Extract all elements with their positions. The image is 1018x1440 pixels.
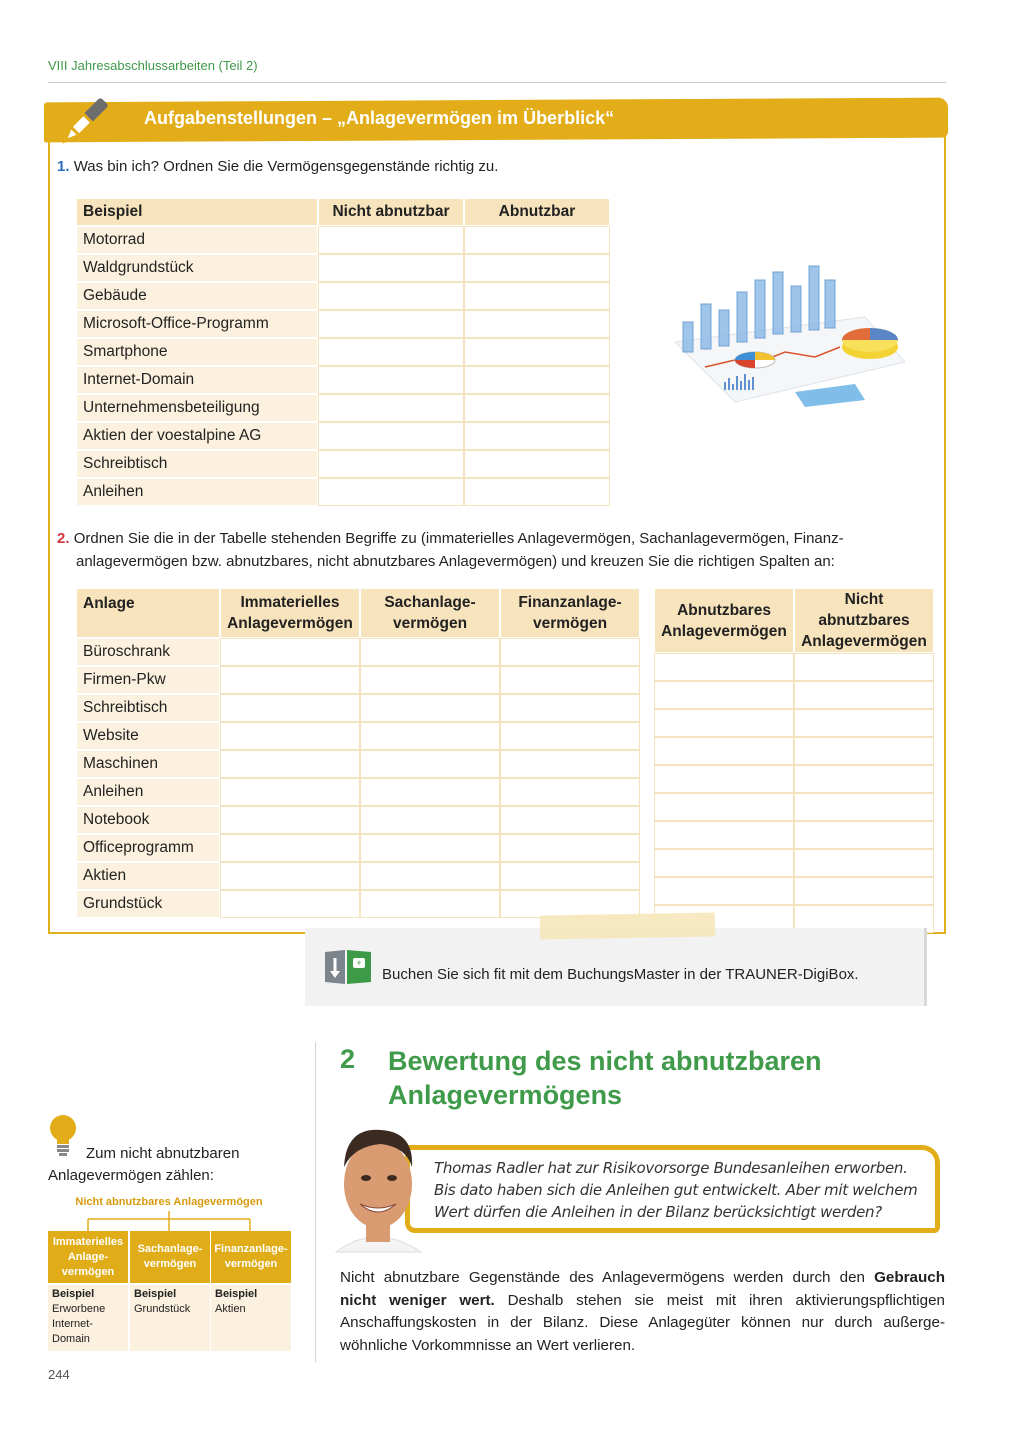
tree-example-immaterielles [48, 1285, 128, 1351]
answer-cell[interactable] [319, 395, 463, 421]
task2-text-line2: anlagevermögen bzw. abnutzbares, nicht abnutzbares Anlagevermögen) und kreuzen Sie die richtigen Spalten an: [76, 553, 835, 570]
answer-cell[interactable] [501, 807, 639, 833]
answer-cell[interactable] [221, 667, 359, 693]
header-divider [48, 82, 946, 83]
table-row [77, 751, 639, 777]
answer-cell[interactable] [361, 779, 499, 805]
table-row [655, 850, 933, 876]
answer-cell[interactable] [655, 878, 793, 904]
table-row [77, 283, 609, 309]
tree-example-finanzanlage [211, 1285, 291, 1351]
answer-cell[interactable] [221, 695, 359, 721]
answer-cell[interactable] [501, 891, 639, 917]
col-header-beispiel: Beispiel [77, 199, 317, 225]
digibox-icon[interactable] [325, 950, 371, 984]
example-label: Beispiel [52, 1288, 95, 1300]
tree-box-finanzanlage: Finanzanlage-vermögen [211, 1231, 291, 1283]
table-row [77, 779, 639, 805]
digibox-note [305, 928, 927, 1006]
table-row [655, 682, 933, 708]
task2-question [57, 527, 927, 573]
row-label: Unternehmensbeteiligung [77, 395, 317, 421]
tree-example-sachanlage [130, 1285, 210, 1351]
table-row [655, 766, 933, 792]
answer-cell[interactable] [361, 807, 499, 833]
answer-cell[interactable] [221, 863, 359, 889]
row-label: Motorrad [77, 227, 317, 253]
answer-cell[interactable] [795, 738, 933, 764]
answer-cell[interactable] [501, 863, 639, 889]
table-row [77, 807, 639, 833]
answer-cell[interactable] [501, 695, 639, 721]
answer-cell[interactable] [465, 311, 609, 337]
answer-cell[interactable] [501, 639, 639, 665]
section-title-line2: Anlagevermögens [388, 1080, 623, 1110]
answer-cell[interactable] [465, 255, 609, 281]
answer-cell[interactable] [465, 451, 609, 477]
answer-cell[interactable] [795, 878, 933, 904]
row-label: Büroschrank [77, 639, 219, 665]
task2-table-classification [75, 587, 641, 919]
table-row [77, 723, 639, 749]
answer-cell[interactable] [361, 835, 499, 861]
answer-cell[interactable] [221, 779, 359, 805]
answer-cell[interactable] [319, 423, 463, 449]
table-row [77, 395, 609, 421]
section-divider [315, 1042, 316, 1362]
table-row [77, 639, 639, 665]
avatar [326, 1112, 426, 1257]
task2-text-line1: Ordnen Sie die in der Tabelle stehenden Begriffe zu (immaterielles Anlagevermögen, Sachanlagevermögen, Finanz- [73, 530, 844, 547]
table-row [77, 227, 609, 253]
table-row [77, 311, 609, 337]
answer-cell[interactable] [795, 794, 933, 820]
answer-cell[interactable] [795, 850, 933, 876]
col-header-immaterielles: Immaterielles Anlagevermögen [221, 589, 359, 637]
answer-cell[interactable] [795, 654, 933, 680]
tree-connector [48, 1211, 290, 1231]
banner-title: Aufgabenstellungen – „Anlagevermögen im Überblick“ [144, 108, 615, 128]
tape-decoration [540, 912, 715, 939]
table-row [77, 667, 639, 693]
task2-table-depreciation [653, 587, 935, 934]
example-text: Aktien [215, 1303, 246, 1315]
body-text-part2: Deshalb stehen sie meist mit ihren aktivierungspflichtigen Anschaffungskosten in der Bilanz. Diese Anlagegüter können nur durch außergewöhnliche Vorkommnisse an Wert verlieren. [340, 1291, 945, 1354]
answer-cell[interactable] [319, 339, 463, 365]
table-row [77, 695, 639, 721]
answer-cell[interactable] [795, 682, 933, 708]
row-label: Notebook [77, 807, 219, 833]
body-text-part1: Nicht abnutzbare Gegenstände des Anlagevermögens werden durch den [340, 1269, 875, 1286]
running-head: VIII Jahresabschlussarbeiten (Teil 2) [48, 58, 258, 73]
tree-box-sachanlage: Sachanlage-vermögen [130, 1231, 210, 1283]
row-label: Gebäude [77, 283, 317, 309]
example-label: Beispiel [134, 1288, 177, 1300]
answer-cell[interactable] [221, 891, 359, 917]
answer-cell[interactable] [361, 639, 499, 665]
col-header-anlage: Anlage [77, 589, 219, 637]
row-label: Microsoft-Office-Programm [77, 311, 317, 337]
answer-cell[interactable] [655, 794, 793, 820]
task1-question [57, 158, 498, 175]
answer-cell[interactable] [501, 835, 639, 861]
answer-cell[interactable] [795, 766, 933, 792]
answer-cell[interactable] [221, 835, 359, 861]
example-text: Grundstück [134, 1303, 191, 1315]
row-label: Firmen-Pkw [77, 667, 219, 693]
table-header-row [77, 199, 609, 225]
body-paragraph [340, 1267, 945, 1357]
answer-cell[interactable] [465, 367, 609, 393]
example-text: Erworbene Internet-Domain [52, 1303, 106, 1345]
answer-cell[interactable] [361, 695, 499, 721]
table-row [655, 822, 933, 848]
table-row [77, 835, 639, 861]
answer-cell[interactable] [655, 710, 793, 736]
answer-cell[interactable] [319, 479, 463, 505]
answer-cell[interactable] [501, 667, 639, 693]
answer-cell[interactable] [361, 723, 499, 749]
task1-number: 1. [57, 158, 70, 175]
tree-box-immaterielles: Immaterielles Anlage-vermögen [48, 1231, 128, 1283]
answer-cell[interactable] [465, 227, 609, 253]
answer-cell[interactable] [319, 227, 463, 253]
col-header-abnutzbares: Abnutzbares Anlagevermögen [655, 589, 793, 652]
task1-text: Was bin ich? Ordnen Sie die Vermögensgegenstände richtig zu. [73, 158, 499, 175]
answer-cell[interactable] [361, 891, 499, 917]
col-header-finanzanlage: Finanzanlage-vermögen [501, 589, 639, 637]
row-label: Anleihen [77, 479, 317, 505]
table-row [655, 654, 933, 680]
row-label: Officeprogramm [77, 835, 219, 861]
table-row [655, 710, 933, 736]
answer-cell[interactable] [319, 311, 463, 337]
table-row [77, 451, 609, 477]
answer-cell[interactable] [319, 367, 463, 393]
answer-cell[interactable] [465, 283, 609, 309]
col-header-nicht-abnutzbar: Nicht abnutzbar [319, 199, 463, 225]
row-label: Smartphone [77, 339, 317, 365]
row-label: Aktien der voestalpine AG [77, 423, 317, 449]
answer-cell[interactable] [361, 751, 499, 777]
answer-cell[interactable] [319, 283, 463, 309]
tree-title: Nicht abnutzbares Anlagevermögen [75, 1196, 263, 1208]
svg-text:+: + [356, 958, 362, 968]
digibox-text: Buchen Sie sich fit mit dem BuchungsMaster in der TRAUNER-DigiBox. [382, 966, 859, 983]
answer-cell[interactable] [319, 451, 463, 477]
table-row [77, 479, 609, 505]
table-row [655, 794, 933, 820]
answer-cell[interactable] [465, 339, 609, 365]
answer-cell[interactable] [221, 807, 359, 833]
answer-cell[interactable] [655, 766, 793, 792]
answer-cell[interactable] [655, 654, 793, 680]
speech-text: Thomas Radler hat zur Risikovorsorge Bundesanleihen erworben. Bis dato haben sich die Anleihen gut entwickelt. Aber mit welchem Wert dürfen die Anleihen in der Bilanz berücksichtigt werden? [434, 1159, 918, 1221]
answer-cell[interactable] [795, 710, 933, 736]
answer-cell[interactable] [319, 255, 463, 281]
row-label: Aktien [77, 863, 219, 889]
row-label: Waldgrundstück [77, 255, 317, 281]
answer-cell[interactable] [221, 723, 359, 749]
answer-cell[interactable] [795, 822, 933, 848]
task1-table [75, 197, 611, 507]
answer-cell[interactable] [221, 751, 359, 777]
business-charts-illustration [665, 262, 910, 412]
row-label: Website [77, 723, 219, 749]
answer-cell[interactable] [655, 822, 793, 848]
table-header-row [77, 589, 639, 637]
row-label: Schreibtisch [77, 695, 219, 721]
section-title-line1: Bewertung des nicht abnutzbaren [388, 1046, 822, 1076]
table-row [77, 339, 609, 365]
table-header-row [655, 589, 933, 652]
col-header-nicht-abnutzbares: Nicht abnutzbares Anlagevermögen [795, 589, 933, 652]
row-label: Schreibtisch [77, 451, 317, 477]
answer-cell[interactable] [501, 723, 639, 749]
page-number: 244 [48, 1367, 70, 1382]
row-label: Grundstück [77, 891, 219, 917]
answer-cell[interactable] [655, 738, 793, 764]
table-row [77, 423, 609, 449]
answer-cell[interactable] [361, 667, 499, 693]
body-text-bold: Gebrauch nicht weniger wert. [340, 1269, 945, 1309]
answer-cell[interactable] [465, 423, 609, 449]
table-row [655, 878, 933, 904]
table-row [77, 891, 639, 917]
section-title [388, 1044, 908, 1112]
answer-cell[interactable] [361, 863, 499, 889]
col-header-sachanlage: Sachanlage-vermögen [361, 589, 499, 637]
task2-number: 2. [57, 530, 70, 547]
section-number: 2 [340, 1044, 356, 1074]
example-label: Beispiel [215, 1288, 258, 1300]
answer-cell[interactable] [465, 395, 609, 421]
answer-cell[interactable] [501, 779, 639, 805]
row-label: Internet-Domain [77, 367, 317, 393]
table-row [77, 367, 609, 393]
pen-icon [52, 94, 112, 154]
col-header-abnutzbar: Abnutzbar [465, 199, 609, 225]
table-row [655, 738, 933, 764]
answer-cell[interactable] [655, 682, 793, 708]
row-label: Maschinen [77, 751, 219, 777]
row-label: Anleihen [77, 779, 219, 805]
table-row [77, 255, 609, 281]
answer-cell[interactable] [221, 639, 359, 665]
table-row [77, 863, 639, 889]
answer-cell[interactable] [501, 751, 639, 777]
answer-cell[interactable] [465, 479, 609, 505]
answer-cell[interactable] [655, 850, 793, 876]
tip-text: Zum nicht abnutzbaren Anlagevermögen zählen: [48, 1145, 240, 1184]
